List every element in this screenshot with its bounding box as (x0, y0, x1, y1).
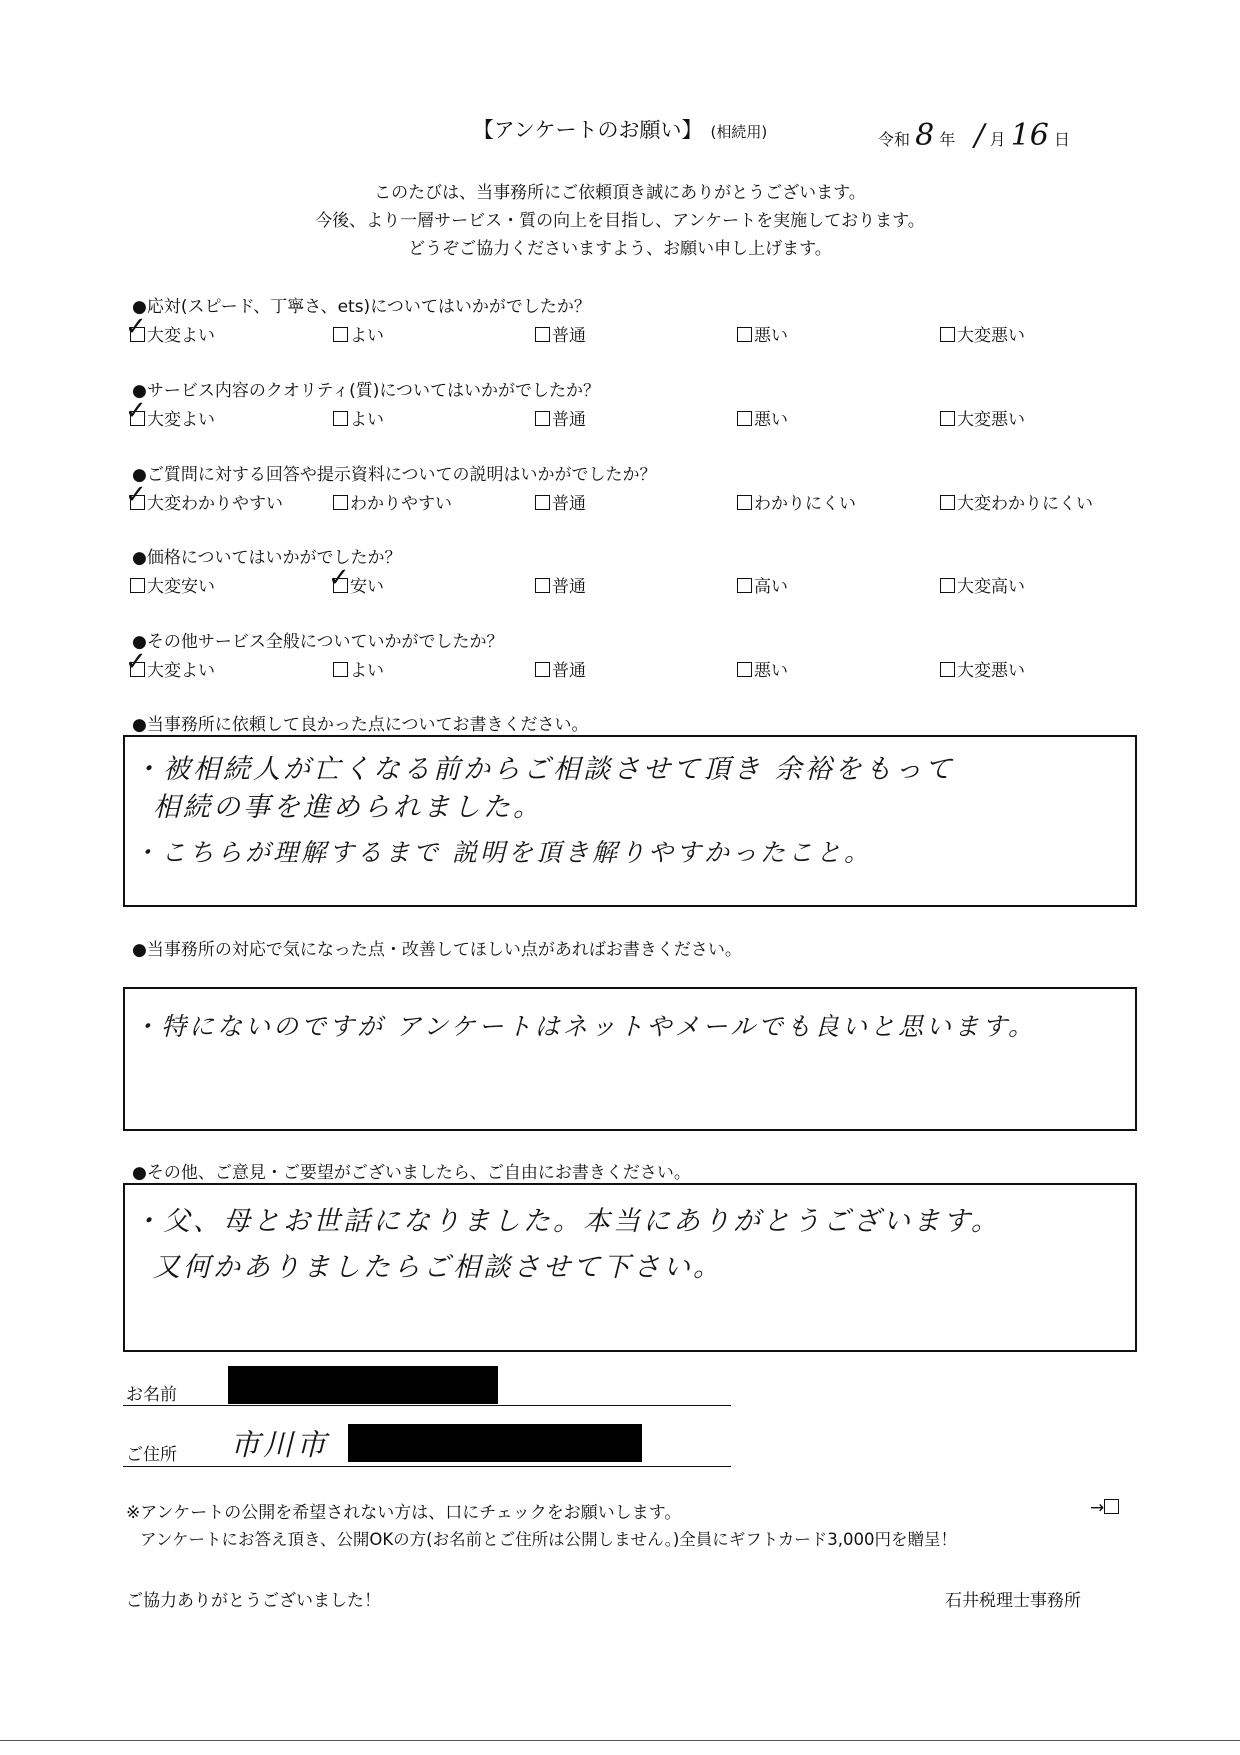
name-redaction (228, 1366, 498, 1404)
check-mark-icon: ✓ (125, 480, 147, 510)
option-label: 大変悪い (957, 661, 1025, 681)
good-points-answer-box[interactable] (123, 735, 1137, 907)
option-label: 大変わかりやすい (147, 494, 283, 514)
other-answer-box[interactable] (123, 1183, 1137, 1352)
other-heading: ●その他、ご意見・ご要望がございましたら、ご自由にお書きください。 (132, 1163, 691, 1183)
intro-line-2: 今後、より一層サービス・質の向上を目指し、アンケートを実施しております。 (315, 211, 925, 231)
option-label: 大変悪い (957, 326, 1025, 346)
checkbox[interactable] (737, 495, 752, 510)
option-label: よい (350, 326, 384, 346)
checkbox[interactable] (333, 411, 348, 426)
date-year-unit: 年 (939, 130, 956, 149)
question-5-option[interactable] (940, 656, 1025, 681)
question-3-option[interactable] (125, 480, 283, 514)
checkbox[interactable] (535, 411, 550, 426)
check-mark-icon: ✓ (125, 396, 147, 426)
option-label: 大変安い (147, 577, 215, 597)
question-3-option[interactable] (333, 489, 452, 514)
option-label: よい (350, 410, 384, 430)
question-2-option[interactable] (333, 405, 384, 430)
thanks-text: ご協力ありがとうございました！ (126, 1591, 381, 1611)
improve-line-1: ・特にないのですが アンケートはネットやメールでも良いと思います。 (133, 1012, 1036, 1041)
option-label: 普通 (552, 410, 586, 430)
address-underline (123, 1466, 731, 1467)
date-field (878, 118, 1070, 153)
option-label: わかりにくい (754, 494, 856, 514)
option-label: よい (350, 661, 384, 681)
title-text: 【アンケートのお願い】 (472, 118, 703, 142)
option-label: 大変高い (957, 577, 1025, 597)
good-points-line-1: ・被相続人が亡くなる前からご相談させて頂き 余裕をもって (133, 754, 955, 785)
option-label: 安い (350, 577, 384, 597)
name-label: お名前 (126, 1385, 177, 1405)
checkbox[interactable] (535, 327, 550, 342)
question-3-option[interactable] (535, 489, 586, 514)
checkbox[interactable] (737, 411, 752, 426)
question-1-option[interactable] (940, 321, 1025, 346)
question-4-option[interactable] (130, 572, 215, 597)
checkbox[interactable] (333, 662, 348, 677)
option-label: 悪い (754, 410, 788, 430)
check-mark-icon: ✓ (125, 647, 147, 677)
date-month: / (974, 118, 985, 153)
gift-note: アンケートにお答え頂き、公開OKの方(お名前とご住所は公開しません。)全員にギフトカード3,000円を贈呈！ (140, 1530, 958, 1549)
checkbox[interactable] (737, 662, 752, 677)
option-label: 悪い (754, 661, 788, 681)
address-label: ご住所 (126, 1445, 177, 1465)
publish-note: ※アンケートの公開を希望されない方は、口にチェックをお願いします。 (126, 1503, 682, 1523)
checkbox[interactable] (125, 312, 147, 342)
question-4-option[interactable] (535, 572, 586, 597)
address-city: 市川市 (230, 1428, 329, 1463)
improve-answer-box[interactable] (123, 987, 1137, 1131)
question-3-option[interactable] (940, 489, 1093, 514)
date-month-unit: 月 (989, 130, 1006, 149)
question-1-option[interactable] (535, 321, 586, 346)
checkbox[interactable] (130, 578, 145, 593)
option-label: 普通 (552, 326, 586, 346)
date-day-unit: 日 (1054, 130, 1071, 149)
option-label: 普通 (552, 661, 586, 681)
office-name: 石井税理士事務所 (945, 1591, 1081, 1611)
question-1-option[interactable] (125, 312, 215, 346)
option-label: 高い (754, 577, 788, 597)
question-1-option[interactable] (737, 321, 788, 346)
question-5-option[interactable] (737, 656, 788, 681)
checkbox[interactable] (535, 662, 550, 677)
question-2-option[interactable] (737, 405, 788, 430)
arrow-icon: → (1090, 1498, 1105, 1518)
date-year: 8 (915, 118, 935, 153)
question-4-option[interactable] (940, 572, 1025, 597)
good-points-heading: ●当事務所に依頼して良かった点についてお書きください。 (132, 715, 589, 735)
checkbox[interactable] (125, 396, 147, 426)
name-underline (123, 1405, 731, 1406)
question-3-option[interactable] (737, 489, 856, 514)
checkbox[interactable] (125, 647, 147, 677)
optout-checkbox[interactable] (1104, 1499, 1119, 1514)
address-redaction (348, 1424, 642, 1462)
checkbox[interactable] (125, 480, 147, 510)
question-1-text: ●応対(スピード、丁寧さ、ets)についてはいかがでしたか？ (132, 297, 591, 317)
publish-optout[interactable] (1090, 1498, 1121, 1518)
other-line-1: ・父、母とお世話になりました。本当にありがとうございます。 (133, 1206, 1001, 1237)
question-5-option[interactable] (125, 647, 215, 681)
option-label: 悪い (754, 326, 788, 346)
good-points-line-3: ・こちらが理解するまで 説明を頂き解りやすかったこと。 (133, 838, 872, 867)
question-5-option[interactable] (535, 656, 586, 681)
checkbox[interactable] (535, 495, 550, 510)
checkbox[interactable] (737, 578, 752, 593)
question-5-option[interactable] (333, 656, 384, 681)
question-3-text: ●ご質問に対する回答や提示資料についての説明はいかがでしたか？ (132, 465, 657, 485)
checkbox[interactable] (737, 327, 752, 342)
checkbox[interactable] (535, 578, 550, 593)
question-4-text: ●価格についてはいかがでしたか？ (132, 548, 402, 568)
checkbox[interactable] (940, 662, 955, 677)
checkbox[interactable] (940, 495, 955, 510)
question-2-text: ●サービス内容のクオリティ(質)についてはいかがでしたか？ (132, 381, 601, 401)
check-mark-icon: ✓ (125, 312, 147, 342)
checkbox[interactable] (333, 327, 348, 342)
title-subtitle: (相続用) (710, 123, 768, 141)
question-2-option[interactable] (940, 405, 1025, 430)
date-era: 令和 (878, 130, 911, 149)
option-label: 大変悪い (957, 410, 1025, 430)
checkbox[interactable] (328, 563, 350, 593)
option-label: 普通 (552, 494, 586, 514)
option-label: 大変よい (147, 326, 215, 346)
checkbox[interactable] (940, 411, 955, 426)
checkbox[interactable] (940, 327, 955, 342)
option-label: わかりやすい (350, 494, 452, 514)
option-label: 大変よい (147, 661, 215, 681)
question-4-option[interactable] (328, 563, 384, 597)
date-day: 16 (1010, 118, 1049, 153)
checkbox[interactable] (333, 495, 348, 510)
question-5-text: ●その他サービス全般についていかがでしたか？ (132, 632, 504, 652)
question-1-option[interactable] (333, 321, 384, 346)
other-line-2: 又何かありましたらご相談させて下さい。 (153, 1252, 723, 1283)
option-label: 大変よい (147, 410, 215, 430)
option-label: 大変わかりにくい (957, 494, 1093, 514)
intro-line-1: このたびは、当事務所にご依頼頂き誠にありがとうございます。 (374, 183, 866, 203)
check-mark-icon: ✓ (328, 563, 350, 593)
improve-heading: ●当事務所の対応で気になった点・改善してほしい点があればお書きください。 (132, 940, 742, 960)
intro-line-3: どうぞご協力くださいますよう、お願い申し上げます。 (408, 239, 832, 259)
checkbox[interactable] (940, 578, 955, 593)
option-label: 普通 (552, 577, 586, 597)
question-4-option[interactable] (737, 572, 788, 597)
question-2-option[interactable] (125, 396, 215, 430)
question-2-option[interactable] (535, 405, 586, 430)
page-bottom-edge (0, 1740, 1240, 1741)
good-points-line-2: 相続の事を進められました。 (153, 792, 543, 823)
